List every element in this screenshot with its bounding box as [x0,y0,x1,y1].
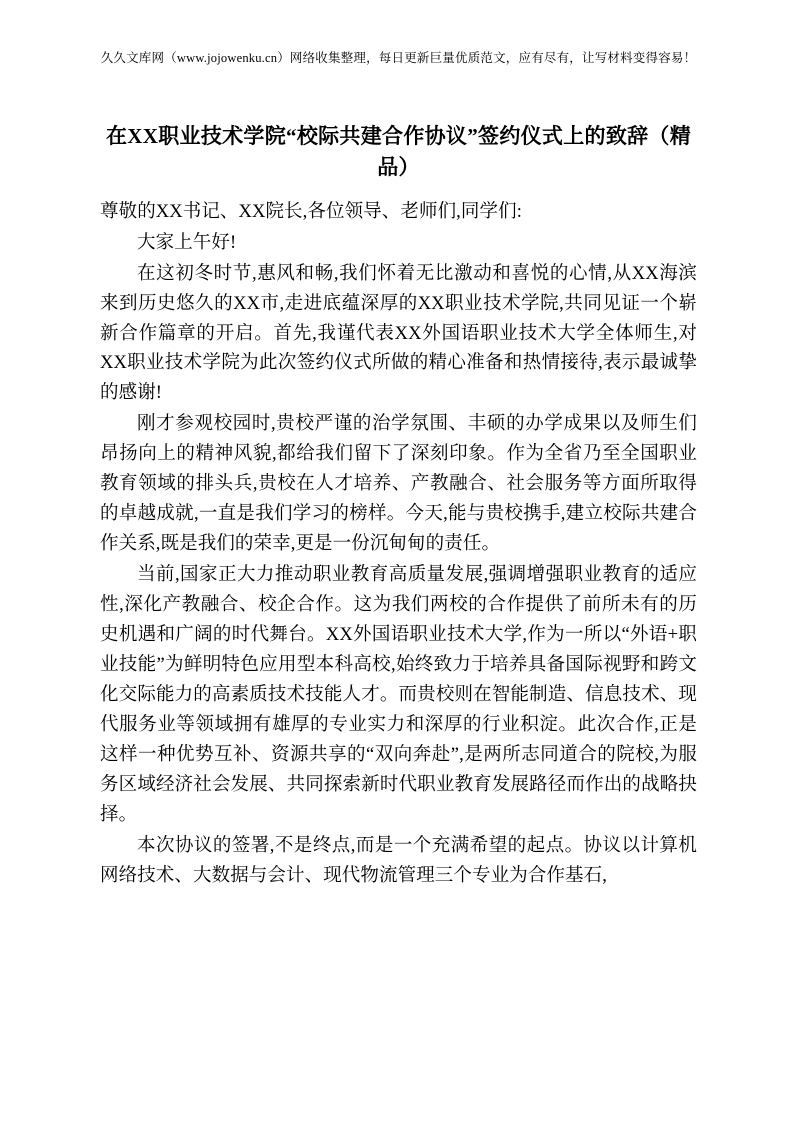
paragraph-1: 在这初冬时节,惠风和畅,我们怀着无比激动和喜悦的心情,从XX海滨来到历史悠久的XX市,走进底蕴深厚的XX职业技术学院,共同见证一个崭新合作篇章的开启。首先,我谨代表XX外国语职业技术大学全体师生,对XX职业技术学院为此次签约仪式所做的精心准备和热情接待,表示最诚挚的感谢! [100,263,697,404]
site-watermark-note: 久久文库网（www.jojowenku.cn）网络收集整理，每日更新巨量优质范文，应有尽有，让写材料变得容易！ [100,51,697,65]
paragraph-greeting: 大家上午好! [137,232,237,253]
page-content [100,48,697,893]
paragraph-2: 刚才参观校园时,贵校严谨的治学氛围、丰硕的办学成果以及师生们昂扬向上的精神风貌,都给我们留下了深刻印象。作为全省乃至全国职业教育领域的排头兵,贵校在人才培养、产教融合、社会服务等方面所取得的卓越成就,一直是我们学习的榜样。今天,能与贵校携手,建立校际共建合作关系,既是我们的荣幸,更是一份沉甸甸的责任。 [100,414,697,555]
document-body [100,198,697,892]
paragraph-salutation: 尊敬的XX书记、XX院长,各位领导、老师们,同学们: [100,201,522,222]
paragraph-4: 本次协议的签署,不是终点,而是一个充满希望的起点。协议以计算机网络技术、大数据与会计、现代物流管理三个专业为合作基石, [100,835,697,886]
paragraph-3: 当前,国家正大力推动职业教育高质量发展,强调增强职业教育的适应性,深化产教融合、校企合作。这为我们两校的合作提供了前所未有的历史机遇和广阔的时代舞台。XX外国语职业技术大学,作为一所以“外语+职业技能”为鲜明特色应用型本科高校,始终致力于培养具备国际视野和跨文化交际能力的高素质技术技能人才。而贵校则在智能制造、信息技术、现代服务业等领域拥有雄厚的专业实力和深厚的行业积淀。此次合作,正是这样一种优势互补、资源共享的“双向奔赴”,是两所志同道合的院校,为服务区域经济社会发展、共同探索新时代职业教育发展路径而作出的战略抉择。 [100,565,697,825]
document-title: 在XX职业技术学院“校际共建合作协议”签约仪式上的致辞（精品） [105,123,692,180]
